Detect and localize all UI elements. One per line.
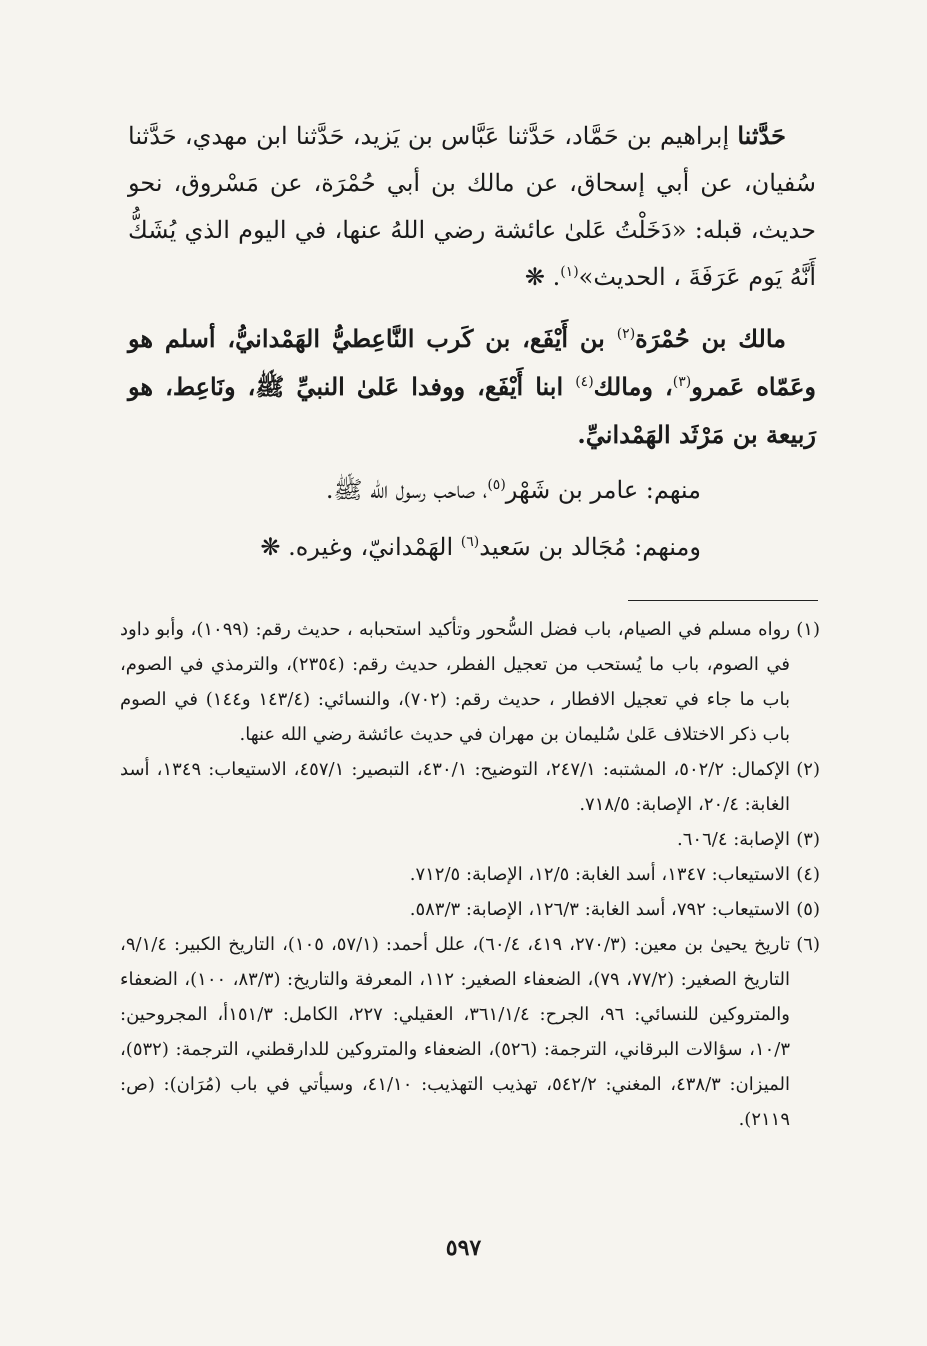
line-segment: منهم: عامر بن شَهْر [505,476,701,504]
footnote-text: الاستيعاب: ٧٩٢، أسد الغابة: ١٢٦/٣، الإصابة: ٥٨٣/٣. [409,899,790,920]
footnote [120,752,820,822]
footnote-text: رواه مسلم في الصيام، باب فضل السُّحور وتأكيد استحبابه ، حديث رقم: (١٠٩٩)، وأبو داود في الصوم، باب ما يُستحب من تعجيل الفطر، حديث رقم: (٢٣٥٤)، والترمذي في الصوم، باب ما جاء في تعجيل الافطار ، حديث رقم: (٧٠٢)، والنسائي: (١٤٣/٤ و١٤٤) في الصوم باب ذكر الاختلاف عَلىٰ سُليمان بن مهران في حديث عائشة رضي الله عنها. [120,619,790,745]
footnote [120,612,820,752]
footnote-text: الإصابة: ٦٠٦/٤. [677,829,790,850]
footnote-number: (٥) [796,899,820,920]
footnote-number: (١) [796,619,820,640]
paragraph-segment: ، ومالك [593,372,673,401]
line-segment: الهَمْدانيّ، وغيره. ❋ [260,533,461,561]
footnote-ref: (٣) [672,374,692,390]
paragraph-segment: مالك بن حُمْرَة [635,324,786,353]
list-line [128,524,816,571]
footnote-ref: (٦) [460,534,480,550]
footnote-ref: (١) [560,264,579,280]
footnote [120,857,820,892]
footnote-number: (٢) [796,759,820,780]
lead-word: حَدَّثنا [737,121,786,150]
line-segment: ، صاحب رسول الله ﷺ. [325,476,488,504]
footnote [120,822,820,857]
footnote-text: تاريخ يحيىٰ بن معين: (٢٧٠/٣، ٤١٩، ٦٠/٤)، علل أحمد: (٥٧/١، ١٠٥)، التاريخ الكبير: ٩/١/٤، التاريخ الصغير: (٧٧/٢، ٧٩)، الضعفاء الصغير: ١١٢، المعرفة والتاريخ: (٨٣/٣، ١٠٠)، الضعفاء والمتروكين للنسائي: ٩٦، الجرح: ٣٦١/١/٤، العقيلي: ٢٢٧، الكامل: ١٥١/٣أ، المجروحين: ١٠/٣، سؤالات البرقاني، الترجمة: (٥٢٦)، الضعفاء والمتروكين للدارقطني، الترجمة: (٥٣٢)، الميزان: ٤٣٨/٣، المغني: ٥٤٢/٢، تهذيب التهذيب: ٤١/١٠، وسيأتي في باب (مُرَان): (ص: ٢١١٩). [120,934,791,1130]
paragraph-biography [128,315,816,459]
list-line [128,467,816,514]
main-text [128,112,816,571]
footnote-text: الإكمال: ٥٠٢/٢، المشتبه: ٢٤٧/١، التوضيح: ٤٣٠/١، التبصير: ٤٥٧/١، الاستيعاب: ١٣٤٩، أسد الغابة: ٢٠/٤، الإصابة: ٧١٨/٥. [120,759,791,815]
page-number: ٥٩٧ [445,1235,482,1261]
paragraph-isnad [128,112,816,301]
line-segment: ومنهم: مُجَالد بن سَعيد [479,533,701,561]
footnote [120,927,820,1137]
footnote-ref: (٢) [616,326,636,342]
footnote-number: (٦) [796,934,820,955]
footnote [120,892,820,927]
footnote-ref: (٥) [487,477,506,493]
footnote-number: (٤) [796,864,820,885]
paragraph-end: . ❋ [524,263,561,291]
footnote-divider [628,600,818,601]
paragraph-segment: بن أَيْفَع، بن كَرب النَّاعِطيُّ الهَمْدانيُّ، أسلم هو وعَمّاه عَمرو [128,324,816,401]
footnote-text: الاستيعاب: ١٣٤٧، أسد الغابة: ١٢/٥، الإصابة: ٧١٢/٥. [409,864,790,885]
footnotes [120,612,820,1137]
paragraph-text: إبراهيم بن حَمَّاد، حَدَّثنا عَبَّاس بن يَزيد، حَدَّثنا ابن مهدي، حَدَّثنا سُفيان، عن أبي إسحاق، عن مالك بن أبي حُمْرَة، عن مَسْروق، نحو حديث، قبله: «دَخَلْتُ عَلىٰ عائشة رضي اللهُ عنها، في اليوم الذي يُشَكُّ أَنَّهُ يَوم عَرَفَةَ ، الحديث» [128,122,816,291]
paragraph-segment: ابنا أَيْفَع، ووفدا عَلىٰ النبيِّ ﷺ، ونَاعِط، هو رَبيعة بن مَرْثَد الهَمْدانيِّ. [128,372,816,449]
footnote-number: (٣) [796,829,820,850]
footnote-ref: (٤) [575,374,594,390]
